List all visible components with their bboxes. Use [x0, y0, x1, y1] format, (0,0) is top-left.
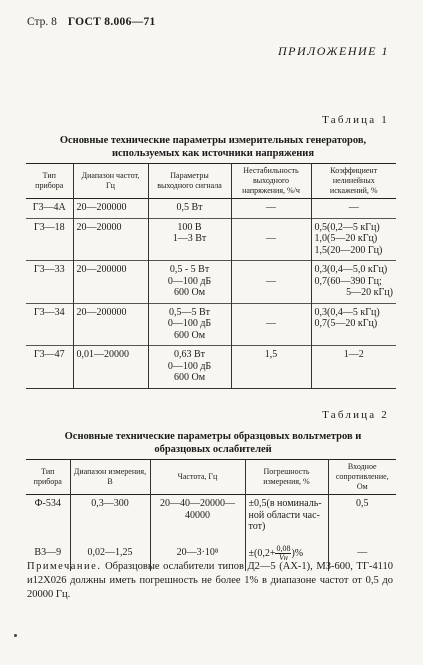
- output-params: [148, 261, 231, 304]
- distortion-line: 0,7(5—20 кГц): [314, 318, 378, 329]
- standard-number: ГОСТ 8.006—71: [67, 16, 156, 28]
- table2-header-cell: Тип прибора: [33, 467, 62, 486]
- table-row: [26, 495, 396, 537]
- distortion: [311, 346, 396, 389]
- table1-header-cell: Нестабильность выходного напряжения, %/ч: [231, 164, 311, 199]
- error-prefix: ±(0,2+: [248, 547, 276, 559]
- input-resistance: 0,5: [328, 495, 396, 537]
- frequency-range: 20—200000: [73, 303, 148, 346]
- instability: —: [231, 261, 311, 304]
- frequency-range: 20—200000: [73, 261, 148, 304]
- table-row: [26, 199, 396, 219]
- frequency-range: 20—20000: [73, 218, 148, 261]
- table2-header-row: [26, 460, 396, 495]
- page-number: Стр. 8: [27, 16, 57, 28]
- output-param-line: 0,5 Вт: [176, 202, 203, 213]
- table1-header-cell: Коэффициент нелинейных искажений, %: [311, 164, 396, 199]
- distortion-line: —: [348, 202, 359, 213]
- device-type: Ф-534: [34, 498, 61, 509]
- table2-header-cell: Входное сопротивление, Ом: [328, 460, 396, 495]
- output-param-line: 600 Ом: [173, 372, 206, 383]
- output-params: [148, 303, 231, 346]
- device-type: Г3—33: [33, 264, 65, 275]
- output-param-line: 1—3 Вт: [172, 233, 207, 244]
- note-text: Образцовые ослабители типов Д2—5 (АХ-1), МЗ-600, ТГ-4110 и12Х026 должны иметь погрешность не более 1% в диапазоне частот от 0,5 до 20000 Гц.: [27, 561, 394, 600]
- table2: [26, 459, 396, 571]
- distortion-line: 0,3(0,4—5,0 кГц): [314, 264, 388, 275]
- instability: —: [231, 199, 311, 219]
- output-param-line: 0—100 дБ: [167, 275, 212, 287]
- table1-header-row: [26, 164, 396, 199]
- instability: —: [231, 303, 311, 346]
- distortion: [311, 261, 396, 304]
- output-params: [148, 218, 231, 261]
- fraction-numerator: 0,08: [276, 543, 291, 553]
- frequency: 20—3·10⁸: [150, 537, 245, 571]
- table1-label: Таблица 1: [322, 114, 389, 126]
- error-line: тот): [248, 521, 266, 532]
- device-type: Г3—34: [33, 306, 65, 318]
- instability: —: [231, 218, 311, 261]
- distortion-line: 1—2: [343, 349, 364, 360]
- distortion-line: 1,5(20—200 Гц): [314, 244, 383, 256]
- input-resistance: —: [328, 537, 396, 571]
- error-line: ±0,5(в номиналь-: [248, 498, 322, 509]
- output-params: [148, 199, 231, 219]
- note-paragraph: [27, 560, 393, 602]
- output-param-line: 0—100 дБ: [167, 318, 212, 329]
- distortion: [311, 303, 396, 346]
- table1: [26, 163, 396, 389]
- table1-title: Основные технические параметры измерительных генераторов, используемых как источники напряжения: [59, 135, 367, 159]
- note-label: Примечание.: [27, 561, 102, 572]
- output-param-line: 0,5—5 Вт: [168, 306, 211, 318]
- distortion: [311, 199, 396, 219]
- error-suffix: )%: [291, 547, 304, 559]
- output-param-line: 100 В: [177, 221, 202, 233]
- output-params: [148, 346, 231, 389]
- fraction-denominator: Vн: [279, 552, 288, 562]
- table1-header-cell: Диапазон частот, Гц: [73, 164, 148, 199]
- distortion-line: 0,5(0,2—5 кГц): [314, 221, 380, 233]
- appendix-title: ПРИЛОЖЕНИЕ 1: [278, 44, 389, 58]
- page-header: [27, 16, 156, 28]
- output-param-line: 0—100 дБ: [167, 360, 212, 372]
- table-row: [26, 303, 396, 346]
- output-param-line: 0,63 Вт: [173, 349, 206, 360]
- device-type: Г3—18: [33, 221, 65, 233]
- frequency-range: 0,01—20000: [73, 346, 148, 389]
- distortion-line: 0,7(60—390 Гц;: [314, 275, 382, 287]
- table2-header-cell: Погрешность измерения, %: [245, 460, 328, 495]
- measurement-range: 0,3—300: [70, 495, 150, 537]
- error-line: ной области час-: [248, 509, 320, 521]
- table-row: [26, 261, 396, 304]
- measurement-range: 0,02—1,25: [70, 537, 150, 571]
- table2-label: Таблица 2: [322, 409, 389, 421]
- distortion: [311, 218, 396, 261]
- distortion-line: 0,3(0,4—5 кГц): [314, 306, 380, 318]
- error-fraction: [275, 545, 291, 562]
- output-param-line: 600 Ом: [173, 287, 206, 298]
- scan-mark: [14, 634, 17, 637]
- output-param-line: 0,5 - 5 Вт: [169, 264, 210, 275]
- frequency: 20—40—20000—40000: [150, 495, 245, 537]
- distortion-line: 1,0(5—20 кГц): [314, 233, 378, 244]
- table2-title: Основные технические параметры образцовых вольтметров и образцовых ослабителей: [64, 431, 362, 455]
- table-row: [26, 218, 396, 261]
- table1-header-cell: Тип прибора: [35, 171, 64, 190]
- measurement-error: [245, 495, 328, 537]
- table2-header-cell: Частота, Гц: [150, 460, 245, 495]
- output-param-line: 600 Ом: [173, 329, 206, 341]
- frequency-range: 20—200000: [73, 199, 148, 219]
- instability: 1,5: [231, 346, 311, 389]
- table1-header-cell: Параметры выходного сигнала: [148, 164, 231, 199]
- table-row: [26, 346, 396, 389]
- table2-header-cell: Диапазон измерения, В: [70, 460, 150, 495]
- device-type: Г3—4А: [32, 202, 66, 213]
- device-type: Г3—47: [33, 349, 65, 360]
- distortion-line: 5—20 кГц): [346, 287, 393, 298]
- device-type: В3—9: [34, 547, 62, 559]
